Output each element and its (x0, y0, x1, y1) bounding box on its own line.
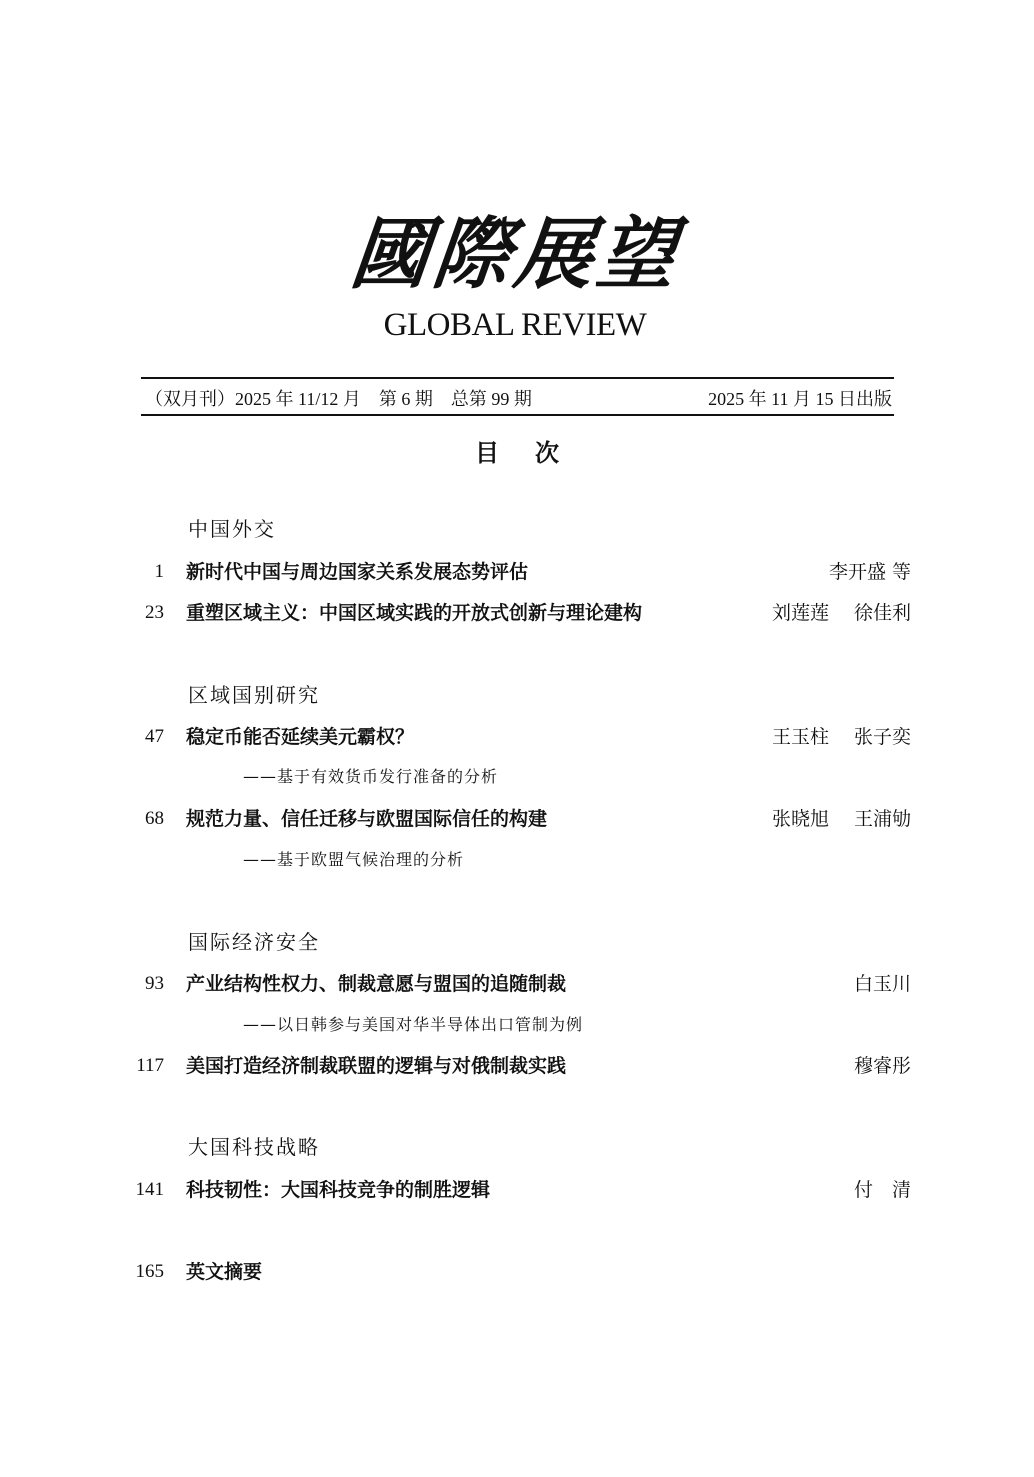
article-subtitle: ——以日韩参与美国对华半导体出口管制为例 (243, 1015, 584, 1034)
section-heading: 中国外交 (188, 517, 276, 541)
page-number: 47 (145, 726, 164, 747)
page-number: 141 (135, 1179, 164, 1200)
toc-heading: 目次 (475, 438, 595, 467)
article-subtitle: ——基于欧盟气候治理的分析 (243, 850, 465, 869)
toc-entry[interactable] (120, 805, 911, 833)
section-heading: 国际经济安全 (188, 930, 320, 954)
article-title: 科技韧性：大国科技竞争的制胜逻辑 (186, 1179, 491, 1201)
article-title: 规范力量、信任迁移与欧盟国际信任的构建 (186, 808, 548, 830)
page-number: 1 (154, 561, 164, 582)
article-subtitle: ——基于有效货币发行准备的分析 (243, 767, 499, 786)
article-title: 稳定币能否延续美元霸权？ (186, 726, 415, 748)
toc-entry-appendix[interactable] (120, 1258, 911, 1286)
article-authors: 张晓旭 王浦劬 (771, 808, 911, 830)
issue-info: （双月刊）2025 年 11/12 月 第 6 期 总第 99 期 (145, 389, 532, 409)
article-title: 重塑区域主义：中国区域实践的开放式创新与理论建构 (186, 602, 643, 624)
section-heading: 区域国别研究 (188, 683, 320, 707)
page-number: 165 (135, 1261, 164, 1282)
page-number: 117 (136, 1055, 164, 1076)
toc-entry[interactable] (120, 723, 911, 751)
article-authors: 穆睿彤 (853, 1055, 911, 1077)
publication-date: 2025 年 11 月 15 日出版 (708, 389, 892, 409)
page-number: 93 (145, 973, 164, 994)
toc-entry[interactable] (120, 970, 911, 998)
toc-entry[interactable] (120, 599, 911, 627)
toc-entry[interactable] (120, 1052, 911, 1080)
page-number: 23 (145, 602, 164, 623)
article-title: 英文摘要 (186, 1261, 263, 1283)
article-title: 美国打造经济制裁联盟的逻辑与对俄制裁实践 (186, 1055, 567, 1077)
article-authors: 付 清 (853, 1179, 911, 1201)
section-heading: 大国科技战略 (188, 1135, 320, 1159)
page-number: 68 (145, 808, 164, 829)
article-title: 产业结构性权力、制裁意愿与盟国的追随制裁 (186, 973, 567, 995)
article-title: 新时代中国与周边国家关系发展态势评估 (186, 561, 529, 583)
top-rule (141, 377, 894, 379)
toc-entry[interactable] (120, 1176, 911, 1204)
article-authors: 刘莲莲 徐佳利 (771, 602, 911, 624)
masthead-chinese-title: 國際展望 (346, 209, 684, 300)
article-authors: 王玉柱 张子奕 (771, 726, 911, 748)
toc-entry[interactable] (120, 558, 911, 586)
masthead-english-title: GLOBAL REVIEW (383, 307, 647, 343)
article-authors: 白玉川 (853, 973, 911, 995)
article-authors: 李开盛 等 (828, 561, 911, 583)
bottom-rule (141, 414, 894, 416)
